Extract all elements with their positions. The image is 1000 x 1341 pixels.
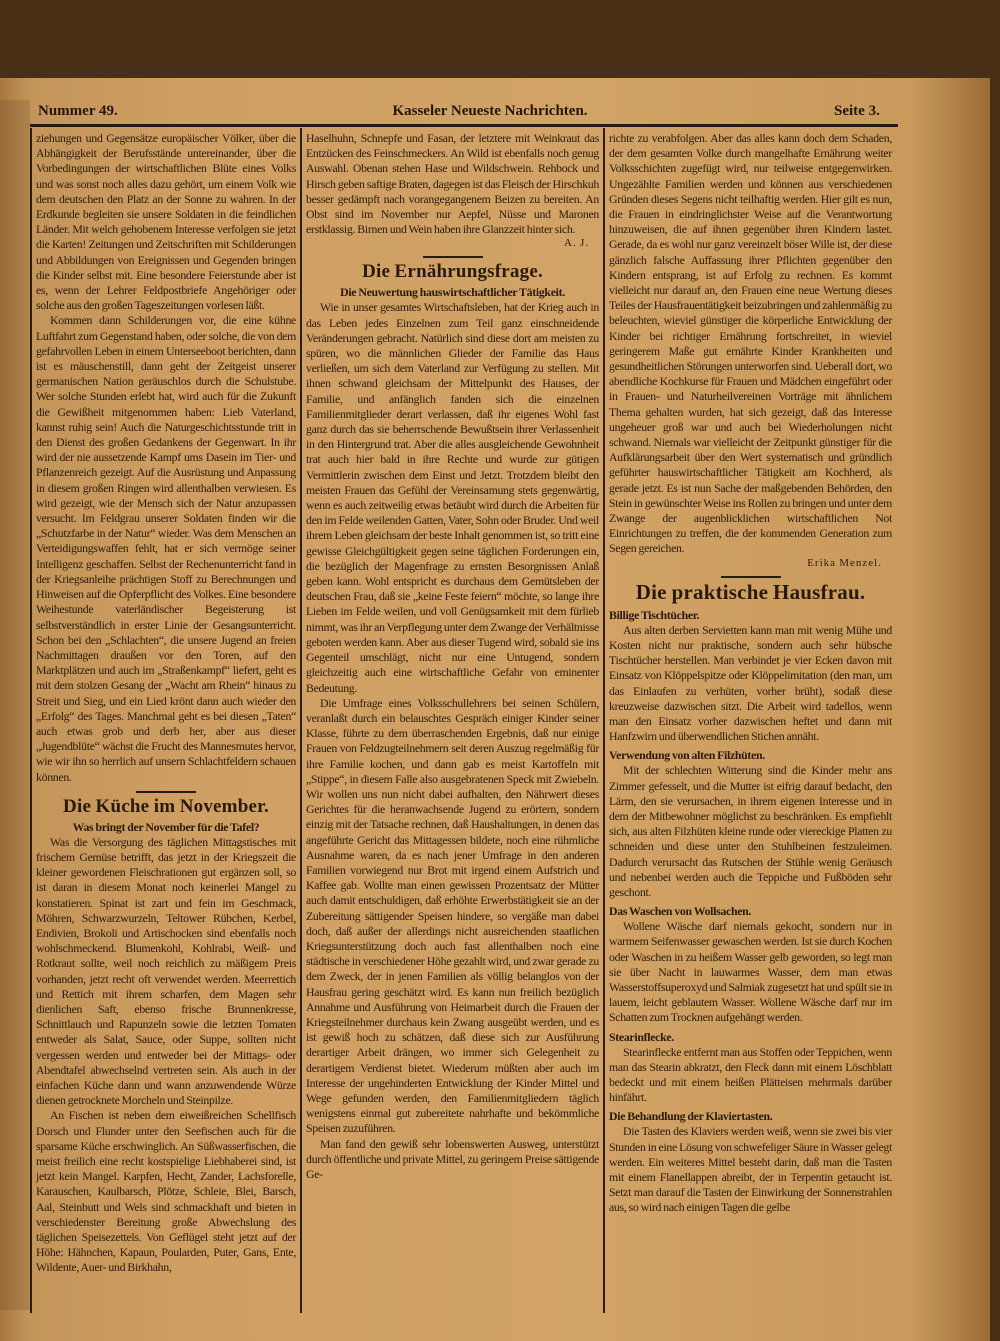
article-paragraph: Was die Versorgung des täglichen Mittagstisches mit frischem Gemüse betrifft, das jetzt in der Kriegszeit die kleiner gewordenen Fleischrationen gut ergänzen soll, so ist daran in diesem Monat noch keinerlei Mangel zu konstatieren. Spinat ist zart und fein im Geschmack, Möhren, Schwarzwurzeln, Teltower Rübchen, Kerbel, Endivien, Brokoli und Artischocken sind ebenfalls noch wohlschmeckend. Blumenkohl, Kohlrabi, Weiß- und Rotkraut sollte, weil noch reichlich zu mäßigem Preis vorhanden, jetzt recht oft verwendet werden. Meerrettich und Rettich mit ihrem scharfen, dem Magen sehr dienlichen Saft, ebenso frische Brunnenkresse, Schnittlauch und Rapunzeln sowie die letzten Tomaten entweder als Salat, Sauce, oder Suppe, sollten nicht vergessen werden und entweder bei der Mittags- oder Abendtafel abwechselnd vertreten sein. Als auch in der einfachen Küche dann und wann anzuwendende Würze dienen getrocknete Morcheln und Steinpilze.	[36, 834, 296, 1108]
tip-text: Stearinflecke entfernt man aus Stoffen oder Teppichen, wenn man das Stearin abkratzt, den Fleck dann mit einem Löschblatt bedeckt und mit einem heißen Plätteisen mehrmals darüber hinfährt.	[609, 1044, 892, 1105]
separator	[721, 576, 781, 578]
author-signature: Erika Menzel.	[807, 556, 882, 569]
article-paragraph: Man fand den gewiß sehr lobenswerten Ausweg, unterstützt durch öffentliche und private Mittel, zu geringem Preise sättigende Ge-	[306, 1136, 599, 1181]
tip-heading: Stearinflecke.	[609, 1029, 674, 1044]
article-title: Die Ernährungsfrage.	[362, 261, 543, 283]
article-paragraph: richte zu verabfolgen. Aber das alles kann doch dem Schaden, der dem gesamten Volke durch mangelhafte Ernährung weiter Volksschichten zugefügt wird, nur teilweise entgegenwirken. Ungezählte Familien werden und können aus verschiedenen Gründen dieses Segens nicht teilhaftig werden. Hier gilt es nun, die Frauen in eindringlichster Weise auf die Verantwortung hinzuweisen, die auf ihnen gegenüber ihren Kindern lastet. Gerade, da es wohl nur ganz vereinzelt böser Wille ist, der diese gänzlich falsche Auffassung ihrer Pflichten gegenüber den Kindern entsprang, ist auf Erfolg zu rechnen. Es kommt vielleicht nur darauf an, den Frauen eine neue Wertung dieses Teiles der Hausfrauentätigkeit beizubringen und zahlenmäßig zu beleuchten, wieviel günstiger die körperliche Entwicklung der Kinder bei richtiger Ernährung fortschreitet, in wieviel geringerem Maße gut ernährte Kinder Krankheiten und gesundheitlichen Störungen unterworfen sind. Ueberall dort, wo abendliche Kochkurse für Frauen und Mädchen eingeführt oder in Frauen- und Naturheilvereinen Vorträge mit ähnlichem Thema gehalten wurden, hat sich gezeigt, daß das Interesse ungeheuer groß war und auch bei Wiederholungen nicht schwand. Niemals war vielleicht der Zeitpunkt günstiger für die Aufklärungsarbeit über den Wert systematisch und gründlich geführter hauswirtschaftlicher Tätigkeit am Kochherd, als gerade jetzt. Es ist nun Sache der maßgebenden Behörden, den Stein in gewünschter Weise ins Rollen zu bringen und unter dem Zwange der augenblicklichen wirtschaftlichen Not Einrichtungen zu treffen, die der kommenden Generation zum Segen gereichen.	[609, 131, 892, 556]
author-signature: A. J.	[564, 237, 589, 250]
issue-number: Nummer 49.	[38, 103, 118, 119]
article-paragraph: Wie in unser gesamtes Wirtschaftsleben, hat der Krieg auch in das Leben jedes Einzelnen zum Teil ganz einschneidende Veränderungen gebracht. Natürlich sind diese dort am meisten zu spüren, wo die männlichen Glieder der Familie das Haus verließen, um sich dem Vaterland zur Verfügung zu stellen. Mit ihnen schwand gleichsam der Mittelpunkt des Hauses, der Familie, und anfänglich fanden sich die einzelnen Familienmitglieder derart verlassen, daß ihr eigenes Wohl fast ganz durch das sie beherrschende Bewußtsein ihrer Verlassenheit in den Hintergrund trat. Aber die alles ausgleichende Gewohnheit trat auch hier bald in ihre Rechte und wurde zur gütigen Vermittlerin zwischen dem Einst und Jetzt. Trotzdem bleibt den meisten Frauen das Gefühl der Vereinsamung stets gegenwärtig, wenn es auch zeitweilig etwas betäubt wird durch die Arbeiten für den im Felde weilenden Gatten, Vater, Sohn oder Bruder. Und weil ihrem Leben gleichsam der beste Inhalt genommen ist, so tritt eine gewisse Gleichgültigkeit gegen seine täglichen Forderungen ein, die bezüglich der Magenfrage zu ernsten Besorgnissen Anlaß geben kann. Wohl entspricht es durchaus dem Gemütsleben der deutschen Frau, daß sie „keine Feste feiern“ möchte, so lange ihre Lieben im Felde weilen, und voll Genügsamkeit mit dem fürlieb nimmt, was ihr an Verpflegung unter dem Zwange der Verhältnisse geboten werden kann. Aber aus dieser Tugend wird, sobald sie ins Gegenteil umschlägt, nicht nur eine Untugend, sondern gleichzeitig auch eine wirtschaftliche Gefahr von eminenter Bedeutung.	[306, 300, 599, 695]
newspaper-title: Kasseler Neueste Nachrichten.	[392, 103, 588, 119]
column-rule	[300, 128, 302, 1313]
tip-heading: Billige Tischtücher.	[609, 607, 700, 622]
article-subtitle: Was bringt der November für die Tafel?	[72, 819, 260, 834]
tip-text: Aus alten derben Servietten kann man mit wenig Mühe und Kosten nicht nur praktische, sondern auch sehr hübsche Tischtücher herstellen. Man verbindet je vier Ecken davon mit Einsatz von Klöppelspitze oder Klöppelimitation (den man, um das Einlaufen zu verhüten, vorher brüht), sodaß diese kreuzweise dazwischen sitzt. Die Arbeit wird tadellos, wenn man den Einsatz vorher dazwischen heftet und dann mit Hanfzwirn und überwendlichen Stichen annäht.	[609, 622, 892, 744]
article-paragraph: ziehungen und Gegensätze europäischer Völker, über die Abhängigkeit der Berufsstände untereinander, über die Vorbedingungen der wirtschaftlichen Blüte eines Volks und was sonst noch alles dazu gehört, um einem Volk wie dem deutschen den Platz an der Sonne zu wahren. In der Erdkunde begleiten sie unsere Soldaten in die feindlichen Länder. Mit welch gehobenem Interesse verfolgen sie jetzt die Karten! Zeitungen und Zeitschriften mit Schilderungen und Abbildungen von Ereignissen und Gegenden bringen die Kinder selbst mit. Eine besondere Feierstunde aber ist es, wenn der Lehrer Feldpostbriefe Angehöriger oder solche aus den großen Tageszeitungen vorlesen läßt.	[36, 131, 296, 313]
article-paragraph: Kommen dann Schilderungen vor, die eine kühne Luftfahrt zum Gegenstand haben, oder solche, die von dem gefahrvollen Leben in einem Unterseeboot berichten, dann ist es mäuschenstill, dann geht der Zeitgeist unserer germanischen Nation geräuschlos durch die Schulstube. Wer solche Stunden erlebt hat, wird auch für die Zukunft die Gewißheit mitgenommen haben: Lieb Vaterland, kannst ruhig sein! Auch die Naturgeschichtsstunde tritt in den Dienst des großen Gedankens der Gegenwart. In ihr wird der nie aussetzende Kampf ums Dasein im Tier- und Pflanzenreich gezeigt. Auf die Ausrüstung und Anpassung in diesem großen Ringen wird allenthalben verwiesen. Es wird gezeigt, wie der Mensch sich der Natur anzupassen versucht. Im Feldgrau unserer Soldaten finden wir die „Schutzfarbe in der Natur“ wieder. Was dem Menschen an Verteidigungswaffen fehlt, hat er sich vermöge seiner Intelligenz geschaffen. Selbst der Rechenunterricht fand in der Kriegsanleihe prächtigen Stoff zu Berechnungen und Hinweisen auf die Opferpflicht des Volkes. Eine besondere Weihestunde vaterländischer Begeisterung ist selbstverständlich in erster Linie der Gesangsunterricht. Schon bei den „Schlachten“, die unsere Jugend an freien Nachmittagen draußen vor den Toren, auf den Marktplätzen und auch im „Straßenkampf“ liefert, geht es mit dem stolzen Gesang der „Wacht am Rhein“ hinaus zu Streit und Sieg, und ein Lied krönt dann auch wieder den „Erfolg“ des Tages. Manchmal geht es bei diesen „Taten“ auch etwas grob und derb her, aber aus dieser „Jugendblüte“ wächst die Frucht des Mannesmutes hervor, wie wir ihn so herrlich auf unsern Schlachtfeldern schauen können.	[36, 313, 296, 784]
tip-text: Wollene Wäsche darf niemals gekocht, sondern nur in warmem Seifenwasser gewaschen werden. Ist sie durch Kochen oder Waschen in zu heißem Wasser gelb geworden, so legt man sie über Nacht in lauwarmes Wasser, dem man etwas Wasserstoffsuperoxyd und Salmiak zugesetzt hat und spült sie in lauem, leicht geblautem Wasser. Wollene Wäsche darf nur im Schatten zum Trocknen aufgehängt werden.	[609, 919, 892, 1025]
header-rule	[30, 124, 898, 127]
article-title: Die Küche im November.	[63, 795, 269, 817]
tip-heading: Verwendung von alten Filzhüten.	[609, 748, 765, 763]
column-3	[609, 131, 892, 1216]
tip-text: Die Tasten des Klaviers werden weiß, wenn sie zwei bis vier Stunden in eine Lösung von schwefeliger Säure in Wasser gelegt werden. Ein weiteres Mittel besteht darin, daß man die Tasten mit einem Flanellappen abreibt, der in Terpentin getaucht ist. Setzt man darauf die Tasten der Einwirkung der Sonnenstrahlen aus, so wird nach einigen Tagen die gelbe	[609, 1124, 892, 1215]
page-number: Seite 3.	[834, 103, 880, 119]
article-subtitle: Die Neuwertung hauswirtschaftlicher Tätigkeit.	[340, 285, 565, 300]
tip-text: Mit der schlechten Witterung sind die Kinder mehr ans Zimmer gefesselt, und die Mutter ist eifrig darauf bedacht, den Lärm, den sie verursachen, in ihrem eigenen Interesse und in dem der Mitbewohner möglichst zu beschränken. Es empfiehlt sich, aus alten Filzhüten kleine runde oder viereckige Platten zu schneiden und diese unter den Stuhlbeinen festzuleimen. Dadurch verursacht das Rutschen der Stühle wenig Geräusch und nebenbei werden auch die Teppiche und Fußböden sehr geschont.	[609, 763, 892, 899]
article-paragraph: An Fischen ist neben dem eiweißreichen Schellfisch Dorsch und Flunder unter den Seefischen auch für die sparsame Küche erschwinglich. An Süßwasserfischen, die meist freilich eine recht kostspielige Liebhaberei sind, ist jetzt kein Mangel. Karpfen, Hecht, Zander, Lachsforelle, Karauschen, Kaulbarsch, Plötze, Schleie, Blei, Barsch, Aal, Steinbutt und Wels sind schmackhaft und bieten in verschiedenster Bereitung große Abwechslung des täglichen Speisezettels. Von Geflügel steht jetzt auf der Höhe: Hähnchen, Kapaun, Poularden, Puter, Gans, Ente, Wildente, Auer- und Birkhahn,	[36, 1108, 296, 1275]
separator	[136, 791, 196, 793]
tip-heading: Die Behandlung der Klaviertasten.	[609, 1109, 773, 1124]
tip-heading: Das Waschen von Wollsachen.	[609, 904, 752, 919]
article-paragraph: Haselhuhn, Schnepfe und Fasan, der letztere mit Weinkraut das Entzücken des Feinschmeckers. An Wild ist ebenfalls noch genug Auswahl. Obenan stehen Hase und Wildschwein. Rehbock und Hirsch geben saftige Braten, dagegen ist das Fleisch der Hirschkuh besser gedämpft nach vorangegangenem Beizen zu bereiten. An Obst sind im November nur Aepfel, Nüsse und Maronen erstklassig. Birnen und Wein haben ihre Glanzzeit hinter sich.	[306, 131, 599, 237]
column-2	[306, 131, 599, 1182]
column-rule	[603, 128, 605, 1313]
article-paragraph: Die Umfrage eines Volksschullehrers bei seinen Schülern, veranlaßt durch ein belauschtes Gespräch einiger Kinder seiner Klasse, führte zu dem überraschenden Ergebnis, daß nur einige Frauen von Feldzugteilnehmern seit deren Auszug regelmäßig für ihre Familie kochen, und dann gab es meist Kartoffeln mit „Stippe“, in diesem Falle also ausgebratenen Speck mit Zwiebeln. Wir wollen uns nun nicht dabei aufhalten, den Nährwert dieses Gerichtes für die heranwachsende Jugend zu erörtern, sondern einzig mit der Tatsache rechnen, daß Haushaltungen, in denen das angeführte Gericht das Mittagessen bildete, noch eine rühmliche Ausnahme waren, da es nach jener Umfrage in den anderen Familien vorwiegend nur Brot mit irgend einem Aufstrich und Kaffee gab. Wollte man einen gewissen Prozentsatz der Mütter auch damit entschuldigen, daß erhöhte Erwerbstätigkeit sie an der Zubereitung sättigender Speisen hindere, so vergäße man dabei doch, daß außer der allerdings nicht ausreichenden staatlichen Kriegsunterstützung doch auch fast allenthalben noch eine städtische in verschiedener Höhe gezahlt wird, und zwar gerade zu dem Zweck, der in jenen Familien als völlig belanglos von der Hausfrau gering geschätzt wird. Es kann nun freilich bezüglich Annahme und Ausführung von Heimarbeit durch die Frauen der Kriegsteilnehmer durchaus kein Zwang ausgeübt werden, und es ist gewiß hoch zu schätzen, daß diese sich zur Ausführung derartiger Arbeit drängen, wo immer sich Gelegenheit zu derartigem Verdienst bietet. Wiederum müßten aber auch im Interesse der ungehinderten Entwicklung der Kinder Mittel und Wege gefunden werden, den Familienmitgliedern täglich wenigstens einmal gut zubereitete nahrhafte und bekömmliche Speisen zuzuführen.	[306, 695, 599, 1136]
article-title: Die praktische Hausfrau.	[635, 579, 866, 604]
previous-page-edge	[0, 100, 30, 1310]
separator	[423, 256, 483, 258]
column-rule	[30, 128, 32, 1313]
column-1	[36, 131, 296, 1276]
